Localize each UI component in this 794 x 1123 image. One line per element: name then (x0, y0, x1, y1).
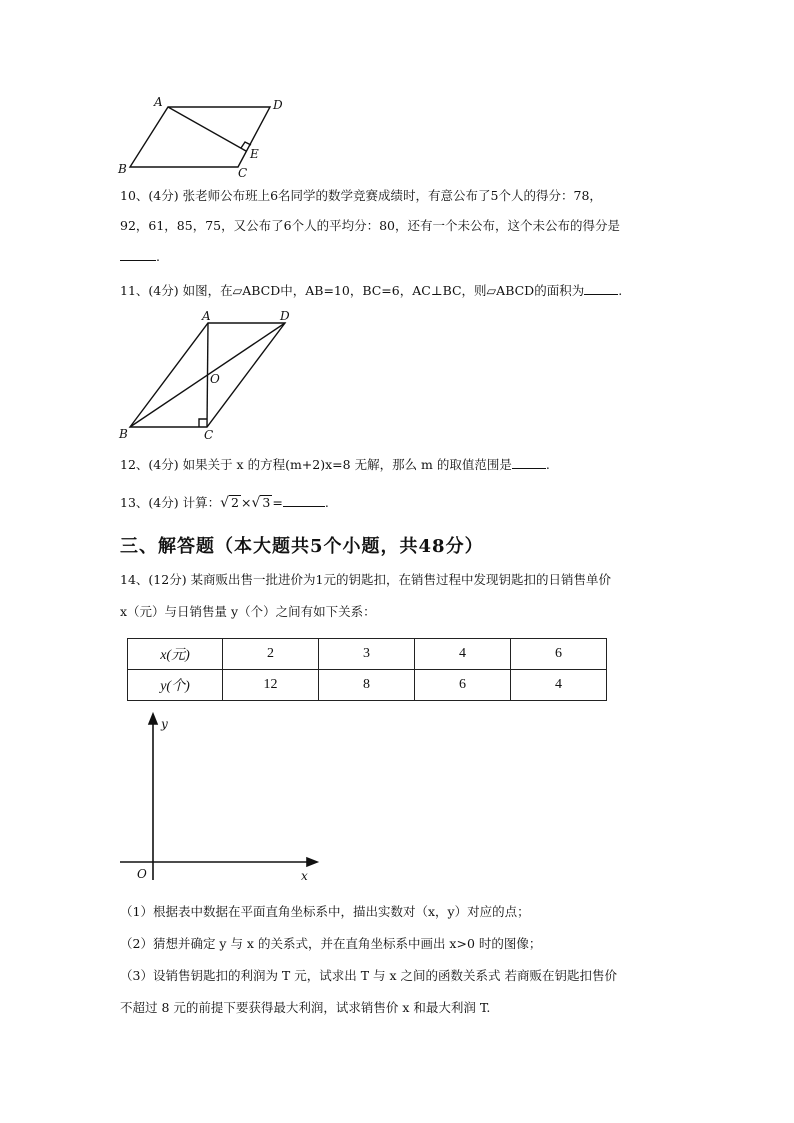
question-14-part-2: （2）猜想并确定 y 与 x 的关系式，并在直角坐标系中画出 x>0 时的图像； (120, 936, 542, 951)
right-angle-mark-c (199, 419, 207, 427)
table-cell: 3 (319, 639, 415, 670)
table-cell: 6 (415, 670, 511, 701)
question-14-part-3-line-1: （3）设销售钥匙扣的利润为 T 元，试求出 T 与 x 之间的函数关系式 若商贩在钥匙扣售价 (120, 968, 617, 983)
table-row-y (128, 670, 607, 701)
table-cell: 4 (415, 639, 511, 670)
table-cell: 6 (511, 639, 607, 670)
question-10-line-1: 10、(4分) 张老师公布班上6名同学的数学竞赛成绩时，有意公布了5个人的得分：78， (120, 188, 602, 203)
question-10-line-2: 92，61，85，75，又公布了6个人的平均分：80，还有一个未公布，这个未公布的得分是 (120, 218, 620, 233)
vertex-label-b: B (119, 427, 128, 441)
answer-blank-13 (283, 492, 325, 507)
question-14-line-2: x（元）与日销售量 y（个）之间有如下关系： (120, 604, 376, 619)
y-axis-label: y (161, 717, 168, 731)
question-12: 12、(4分) 如果关于 x 的方程(m+2)x=8 无解，那么 m 的取值范围是 . (120, 454, 550, 475)
x-axis-arrow (307, 858, 317, 866)
table-cell: 12 (223, 670, 319, 701)
table-header-y: y(个) (128, 670, 223, 701)
section-heading: 三、解答题（本大题共5个小题，共48分） (120, 536, 484, 557)
radicand-1: 2 (231, 495, 239, 510)
vertex-label-d: D (280, 309, 290, 323)
table-cell: 2 (223, 639, 319, 670)
question-13: 13、(4分) 计算：√ 2 ×√ 3 = . (120, 492, 329, 513)
vertex-label-b: B (118, 162, 127, 176)
point-label-e: E (250, 147, 259, 161)
coordinate-axes (115, 710, 325, 885)
question-14-part-1: （1）根据表中数据在平面直角坐标系中，描出实数对（x，y）对应的点； (120, 904, 530, 919)
x-axis-label: x (301, 869, 308, 883)
center-label-o: O (210, 372, 220, 386)
vertex-label-c: C (204, 428, 214, 442)
answer-blank-10 (120, 246, 156, 261)
radicand-2: 3 (262, 495, 271, 510)
question-10-line-3: . (120, 246, 160, 267)
table-cell: 8 (319, 670, 415, 701)
origin-label: O (137, 867, 147, 881)
vertex-label-d: D (273, 98, 283, 112)
answer-blank-11 (584, 280, 618, 295)
table-cell: 4 (511, 670, 607, 701)
data-table (127, 638, 607, 701)
parallelogram-abcd (130, 107, 270, 167)
answer-blank-12 (512, 454, 546, 469)
table-row-x (128, 639, 607, 670)
y-axis-arrow (149, 714, 157, 724)
table-header-x: x(元) (128, 639, 223, 670)
question-11: 11、(4分) 如图，在▱ABCD中，AB=10，BC=6，AC⊥BC，则▱ABCD的面积为 . (120, 280, 622, 301)
vertex-label-a: A (154, 95, 163, 109)
question-14-part-3-line-2: 不超过 8 元的前提下要获得最大利润，试求销售价 x 和最大利润 T. (120, 1000, 491, 1015)
vertex-label-c: C (238, 166, 248, 180)
vertex-label-a: A (202, 309, 211, 323)
parallelogram-figure-top (110, 95, 300, 180)
parallelogram-figure-q11 (110, 305, 310, 445)
segment-ae (168, 107, 246, 151)
question-14-line-1: 14、(12分) 某商贩出售一批进价为1元的钥匙扣，在销售过程中发现钥匙扣的日销售单价 (120, 572, 611, 587)
